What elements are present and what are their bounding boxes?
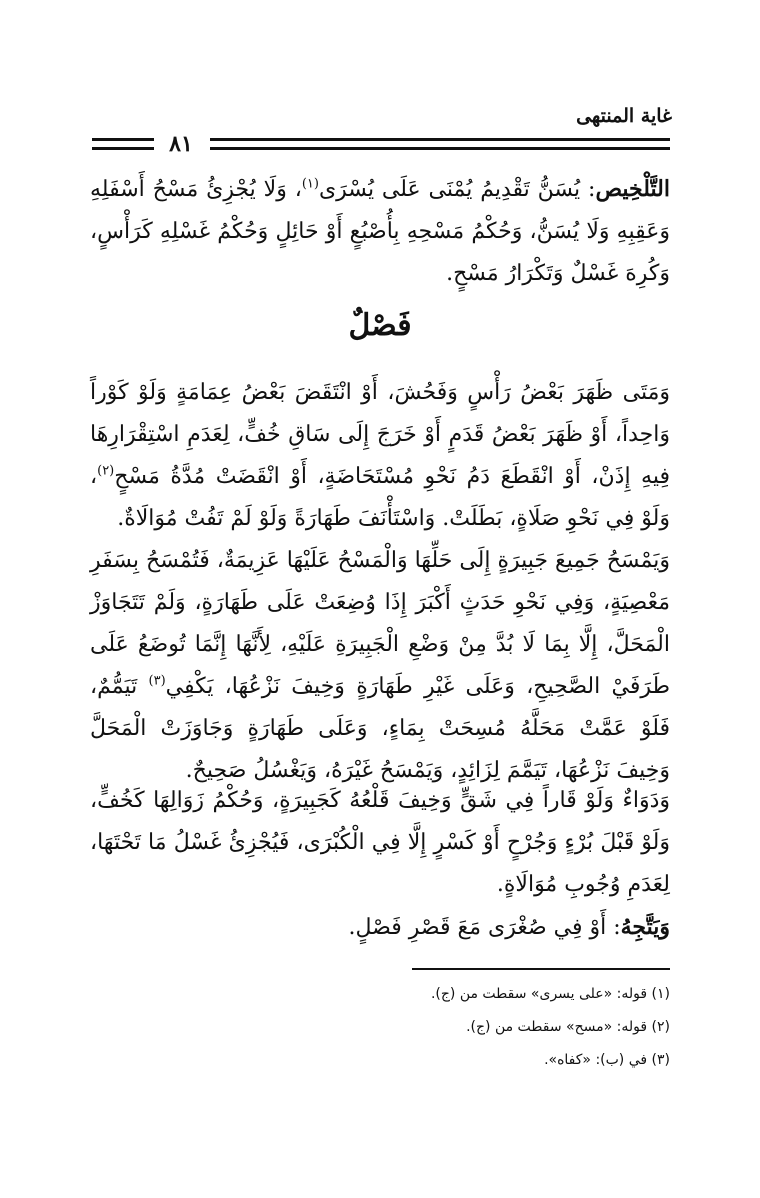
header-rule — [92, 138, 154, 141]
page-number: ٨١ — [169, 131, 193, 157]
paragraph-text: تَيَمُّمٌ، فَلَوْ عَمَّتْ مَحَلَّهُ مُسِحَتْ بِمَاءٍ، وَعَلَى طَهَارَةٍ وَجَاوَزَتْ الْمَحَلَّ وَخِيفَ نَزْعُهَا، تَيَمَّمَ لِزَائِدٍ، وَيَمْسَحُ غَيْرَهُ، وَيَغْسُلُ صَحِيحٌ. — [90, 674, 670, 783]
summary-term: التَّلْخِيص — [595, 176, 670, 202]
footnote-ref-2[interactable]: (٢) — [97, 463, 115, 479]
header-rule — [92, 147, 154, 150]
paragraph-4 — [90, 906, 670, 949]
paragraph-text: : أَوْ فِي صُغْرَى مَعَ قَصْرِ فَصْلٍ. — [348, 915, 621, 940]
footnote-ref-1[interactable]: (١) — [301, 176, 319, 192]
section-heading: فَصْلٌ — [348, 308, 412, 343]
footnote-ref-3[interactable]: (٣) — [148, 673, 166, 689]
running-title: غاية المنتهى — [576, 105, 672, 127]
summary-text: : يُسَنُّ تَقْدِيمُ يُمْنَى عَلَى يُسْرَى — [318, 177, 596, 202]
paragraph-2 — [90, 540, 670, 792]
header-rule — [210, 147, 670, 150]
footnote-1: (١) قوله: «على يسرى» سقطت من (ج). — [430, 986, 670, 1002]
summary-text: ، وَلَا يُجْزِئُ مَسْحُ أَسْفَلِهِ وَعَقِبِهِ وَلَا يُسَنُّ، وَحُكْمُ مَسْحِهِ بِأُصْبُعٍ أَوْ حَائِلٍ وَحُكْمُ غَسْلِهِ كَرَأْسٍ، وَكُرِهَ غَسْلٌ وَتَكْرَارُ مَسْحٍ. — [90, 177, 670, 286]
footnote-separator — [412, 968, 670, 970]
header-rule — [210, 138, 670, 141]
footnote-2: (٢) قوله: «مسح» سقطت من (ج). — [466, 1019, 670, 1035]
summary-paragraph — [90, 168, 670, 295]
paragraph-3: وَدَوَاءٌ وَلَوْ قَاراً فِي شَقٍّ وَخِيفَ قَلْعُهُ كَجَبِيرَةٍ، وَحُكْمُ زَوَالِهَا كَخُفٍّ، وَلَوْ قَبْلَ بُرْءٍ وَجُرْحٍ أَوْ كَسْرٍ إِلَّا فِي الْكُبْرَى، فَيُجْزِئُ غَسْلُ مَا تَحْتَهَا، لِعَدَمِ وُجُوبِ مُوَالَاةٍ. — [90, 788, 670, 897]
paragraph-text: وَمَتَى ظَهَرَ بَعْضُ رَأْسٍ وَفَحُشَ، أَوْ انْتَقَضَ بَعْضُ عِمَامَةٍ وَلَوْ كَوْراً وَاحِداً، أَوْ ظَهَرَ بَعْضُ قَدَمٍ أَوْ خَرَجَ إِلَى سَاقِ خُفٍّ، لِعَدَمِ اسْتِقْرَارِهَا فِيهِ إِذَنْ، أَوْ انْقَطَعَ دَمُ نَحْوِ مُسْتَحَاضَةٍ، أَوْ انْقَضَتْ مُدَّةُ مَسْحٍ — [90, 380, 670, 489]
paragraph-text: وَيَمْسَحُ جَمِيعَ جَبِيرَةٍ إِلَى حَلِّهَا وَالْمَسْحُ عَلَيْهَا عَزِيمَةٌ، فَتُمْسَحُ بِسَفَرِ مَعْصِيَةٍ، وَفِي نَحْوِ حَدَثٍ أَكْبَرَ إِذَا وُضِعَتْ عَلَى طَهَارَةٍ، وَلَمْ تَتَجَاوَزْ الْمَحَلَّ، إِلَّا بِمَا لَا بُدَّ مِنْ وَضْعِ الْجَبِيرَةِ عَلَيْهِ، لِأَنَّهَا إِنَّمَا تُوضَعُ عَلَى طَرَفَيْ الصَّحِيحِ، وَعَلَى غَيْرِ طَهَارَةٍ وَخِيفَ نَزْعُهَا، يَكْفِي — [90, 548, 671, 699]
paragraph-text: ، وَلَوْ فِي نَحْوِ صَلَاةٍ، بَطَلَتْ. وَاسْتَأْنَفَ طَهَارَةً وَلَوْ لَمْ تَفُتْ مُوَالَاةٌ. — [90, 464, 670, 531]
paragraph-1 — [90, 372, 670, 540]
footnote-3: (٣) في (ب): «كفاه». — [544, 1052, 670, 1068]
paragraph-term: وَيَتَّجِهُ — [620, 914, 670, 940]
footnotes-list — [90, 978, 670, 1077]
